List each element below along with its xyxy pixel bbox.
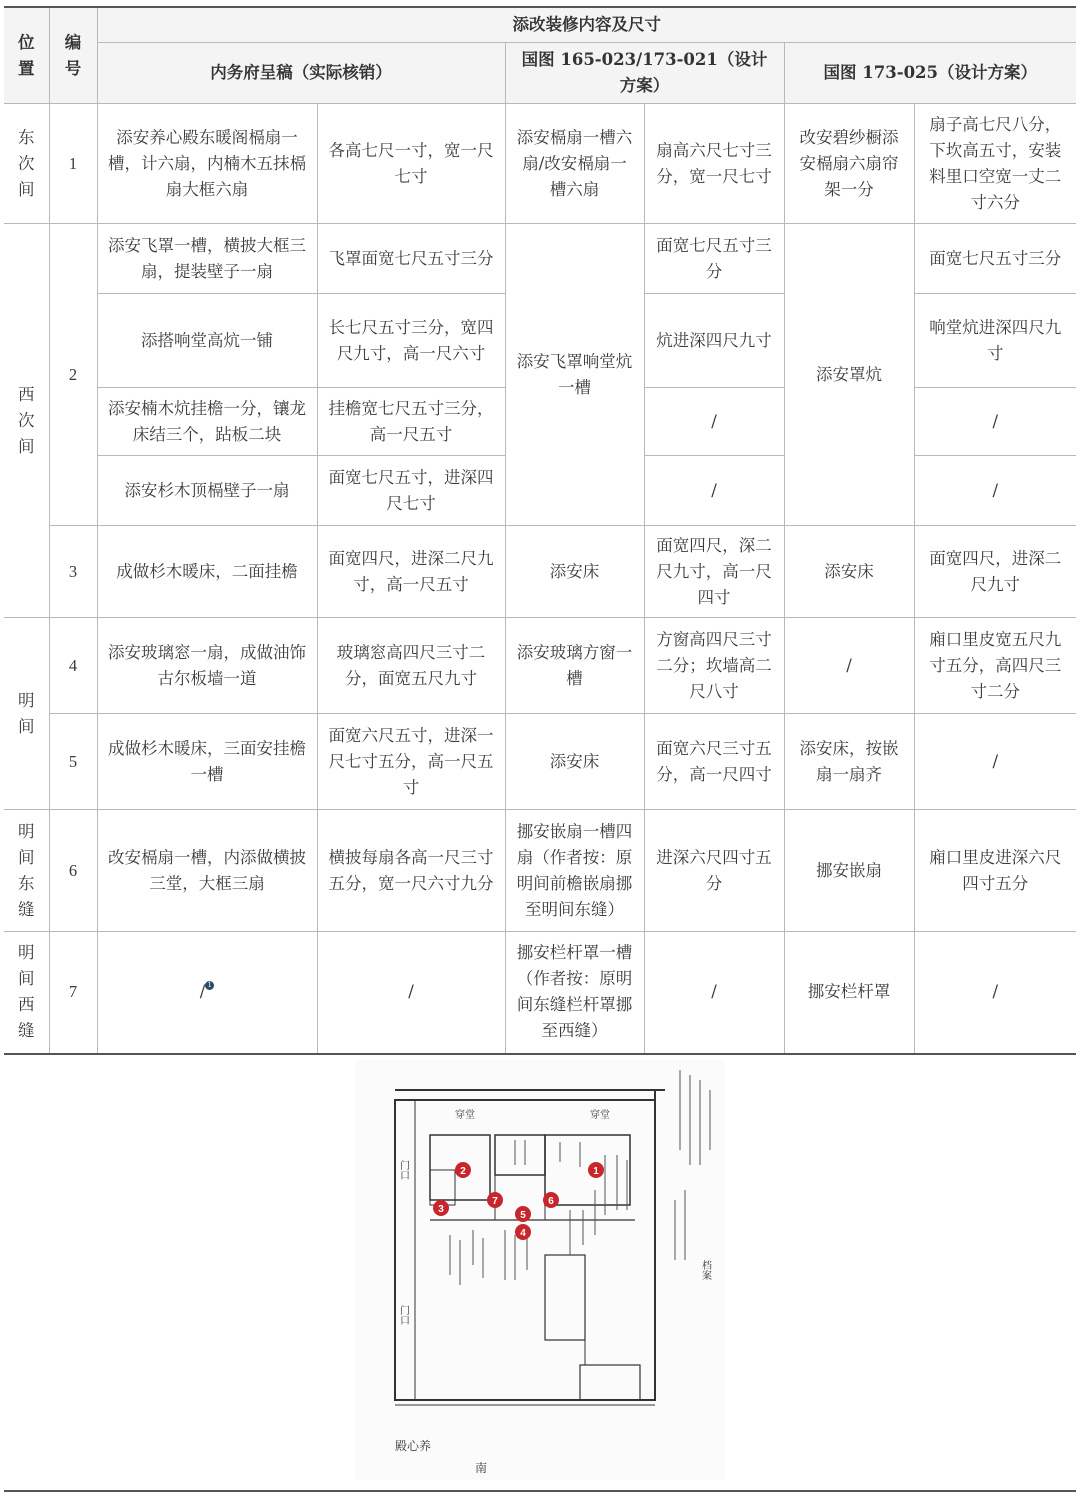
cell-position: 明间 [4,618,49,810]
plan-marker-6 [543,1192,559,1208]
cell-content: 添安床 [505,714,644,810]
plan-marker-4 [515,1224,531,1240]
cell-number: 2 [49,224,97,526]
cell-number: 5 [49,714,97,810]
cell-content: 添安床 [505,526,644,618]
floor-plan-drawing [355,1060,725,1480]
cell-size: 面宽四尺，深二尺九寸，高一尺四寸 [644,526,784,618]
plan-marker-3 [433,1200,449,1216]
cell-content: 成做杉木暖床，二面挂檐 [97,526,317,618]
svg-text:5: 5 [520,1210,526,1221]
plan-marker-1 [588,1162,604,1178]
cell-size: / [644,456,784,526]
cell-size: 长七尺五寸三分，宽四尺九寸，高一尺六寸 [317,294,505,388]
cell-size: 面宽七尺五寸三分 [644,224,784,294]
cell-size: 面宽四尺，进深二尺九寸，高一尺五寸 [317,526,505,618]
cell-size: 面宽六尺三寸五分，高一尺四寸 [644,714,784,810]
bottom-rule [4,1490,1076,1492]
cell-size: 玻璃窓高四尺三寸二分，面宽五尺九寸 [317,618,505,714]
cell-position: 明间东缝 [4,810,49,932]
cell-size: / [914,932,1076,1054]
plan-south-label: 南 [475,1461,488,1475]
cell-content: 添安楠木炕挂檐一分，镶龙床结三个，跕板二块 [97,388,317,456]
plan-top-label-west: 穿堂 [455,1110,475,1121]
plan-left-label-lower: 门口 [397,1305,409,1325]
cell-content: 挪安栏杆罩一槽（作者按：原明间东缝栏杆罩挪至西缝） [505,932,644,1054]
cell-size: 面宽四尺，进深二尺九寸 [914,526,1076,618]
cell-content: 添搭响堂高炕一铺 [97,294,317,388]
svg-text:7: 7 [492,1196,498,1207]
cell-number: 3 [49,526,97,618]
header-group-neiwufu: 内务府呈稿（实际核销） [97,43,505,104]
cell-position: 西次间 [4,224,49,618]
cell-content: 改安碧纱橱添安槅扇六扇帘架一分 [784,104,914,224]
cell-content: 添安罩炕 [784,224,914,526]
cell-number: 6 [49,810,97,932]
cell-size: 廂口里皮进深六尺四寸五分 [914,810,1076,932]
cell-size: / [914,388,1076,456]
svg-text:4: 4 [520,1228,526,1239]
cell-content: 添安飞罩一槽，横披大框三扇，提装壁子一扇 [97,224,317,294]
cell-number: 1 [49,104,97,224]
cell-size: 横披每扇各高一尺三寸五分，宽一尺六寸九分 [317,810,505,932]
cell-content [97,932,317,1054]
renovation-table [4,6,1076,1055]
plan-right-caption: 档案 [699,1260,711,1280]
cell-content: 成做杉木暖床，三面安挂檐一槽 [97,714,317,810]
plan-left-label-upper: 门口 [397,1160,409,1180]
cell-size: / [914,456,1076,526]
cell-size: / [914,714,1076,810]
svg-text:1: 1 [593,1166,599,1177]
header-position: 位置 [4,7,49,104]
cell-size: 炕进深四尺九寸 [644,294,784,388]
plan-top-label-east: 穿堂 [590,1110,610,1121]
cell-content: 添安养心殿东暖阁槅扇一槽，计六扇，内楠木五抹槅扇大框六扇 [97,104,317,224]
cell-content: 添安床 [784,526,914,618]
cell-content: 添安玻璃窓一扇，成做油饰古尔板墙一道 [97,618,317,714]
cell-content: 添安床，按嵌扇一扇齐 [784,714,914,810]
plan-bottom-caption: 殿心养 [395,1439,432,1453]
cell-position: 东次间 [4,104,49,224]
cell-content: 改安槅扇一槽，内添做横披三堂，大框三扇 [97,810,317,932]
cell-size: 响堂炕进深四尺九寸 [914,294,1076,388]
cell-size: 进深六尺四寸五分 [644,810,784,932]
header-group-guotu-173: 国图 173-025（设计方案） [784,43,1076,104]
cell-content-text: / [199,982,206,1002]
svg-text:6: 6 [548,1196,554,1207]
footnote-marker: 1 [205,981,214,990]
svg-text:3: 3 [438,1204,444,1215]
cell-content: 添安飞罩响堂炕一槽 [505,224,644,526]
cell-size: 面宽七尺五寸，进深四尺七寸 [317,456,505,526]
header-number: 编号 [49,7,97,104]
cell-size: 挂檐宽七尺五寸三分，高一尺五寸 [317,388,505,456]
header-content-title: 添改装修内容及尺寸 [97,7,1076,43]
cell-content: 添安槅扇一槽六扇/改安槅扇一槽六扇 [505,104,644,224]
cell-content: 添安杉木顶槅壁子一扇 [97,456,317,526]
cell-size: / [644,932,784,1054]
cell-size: 面宽七尺五寸三分 [914,224,1076,294]
cell-size: / [317,932,505,1054]
cell-size: 面宽六尺五寸，进深一尺七寸五分，高一尺五寸 [317,714,505,810]
cell-content: / [784,618,914,714]
plan-marker-7 [487,1192,503,1208]
svg-text:2: 2 [460,1166,466,1177]
cell-size: 扇子高七尺八分，下坎高五寸，安装料里口空宽一丈二寸六分 [914,104,1076,224]
cell-size: 各高七尺一寸，宽一尺七寸 [317,104,505,224]
header-group-guotu-165: 国图 165-023/173-021（设计方案） [505,43,784,104]
cell-content: 添安玻璃方窗一槽 [505,618,644,714]
plan-marker-2 [455,1162,471,1178]
cell-size: 飞罩面宽七尺五寸三分 [317,224,505,294]
cell-content: 挪安栏杆罩 [784,932,914,1054]
cell-position: 明间西缝 [4,932,49,1054]
cell-content: 挪安嵌扇 [784,810,914,932]
cell-content: 挪安嵌扇一槽四扇（作者按：原明间前檐嵌扇挪至明间东缝） [505,810,644,932]
plan-marker-5 [515,1206,531,1222]
cell-size: 方窗高四尺三寸二分；坎墙高二尺八寸 [644,618,784,714]
cell-number: 4 [49,618,97,714]
cell-number: 7 [49,932,97,1054]
cell-size: / [644,388,784,456]
cell-size: 廂口里皮宽五尺九寸五分，高四尺三寸二分 [914,618,1076,714]
cell-size: 扇高六尺七寸三分，宽一尺七寸 [644,104,784,224]
